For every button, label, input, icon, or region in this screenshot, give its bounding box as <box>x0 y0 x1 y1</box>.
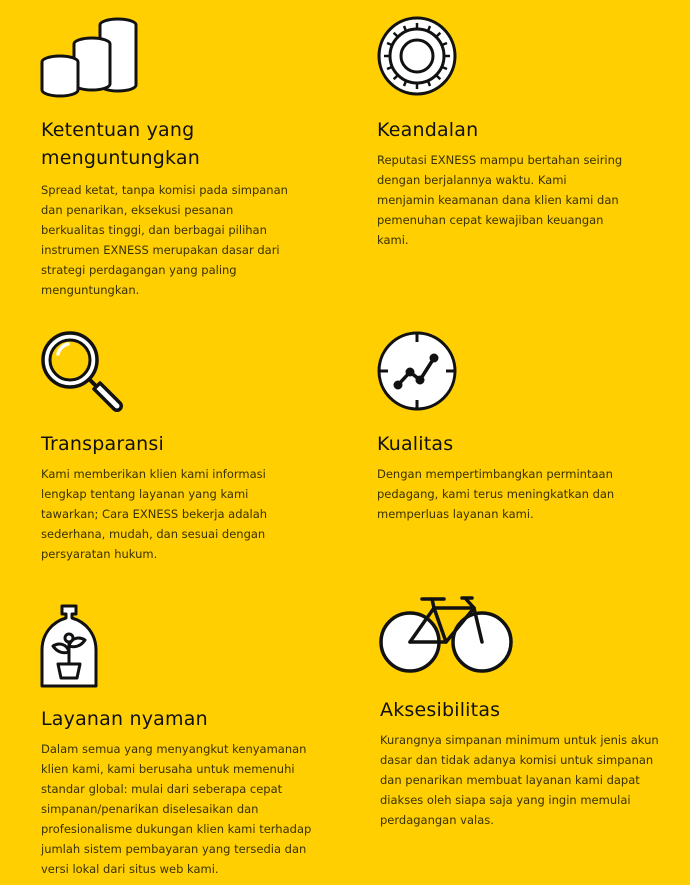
chart-gauge-icon <box>376 330 458 412</box>
feature-title: Keandalan <box>377 119 479 141</box>
coins-icon <box>40 16 140 98</box>
feature-title: Layanan nyaman <box>41 708 208 730</box>
safe-dial-icon <box>376 15 458 97</box>
bicycle-icon <box>378 594 514 676</box>
feature-description: Kurangnya simpanan minimum untuk jenis akun dasar dan tidak adanya komisi untuk simpanan dan penarikan membuat layanan kami dapat diakses oleh siapa saja yang ingin memulai perdagangan valas. <box>380 733 659 827</box>
feature-title: Transparansi <box>41 433 164 455</box>
feature-description: Dalam semua yang menyangkut kenyamanan klien kami, kami berusaha untuk memenuhi standar global: mulai dari seberapa cepat simpanan/penarikan diselesaikan dan profesionalisme dukungan klien kami terhadap jumlah sistem pembayaran yang tersedia dan versi lokal dari situs web kami. <box>41 742 312 876</box>
feature-description: Reputasi EXNESS mampu bertahan seiring dengan berjalannya waktu. Kami menjamin keamanan dana klien kami dan pemenuhan cepat kewajiban keuangan kami. <box>377 153 623 247</box>
feature-title: Kualitas <box>377 433 454 455</box>
magnifying-glass-icon <box>40 330 124 412</box>
feature-title: Ketentuan yang menguntungkan <box>41 119 200 169</box>
feature-description: Spread ketat, tanpa komisi pada simpanan dan penarikan, eksekusi pesanan berkualitas tinggi, dan berbagai pilihan instrumen EXNESS merupakan dasar dari strategi perdagangan yang paling menguntungkan. <box>41 183 288 297</box>
feature-description: Kami memberikan klien kami informasi lengkap tentang layanan yang kami tawarkan; Cara EXNESS bekerja adalah sederhana, mudah, dan sesuai dengan persyaratan hukum. <box>41 467 268 561</box>
plant-jar-icon <box>40 604 98 690</box>
feature-title: Aksesibilitas <box>380 699 501 721</box>
feature-description: Dengan mempertimbangkan permintaan pedagang, kami terus meningkatkan dan memperluas layanan kami. <box>377 467 615 521</box>
